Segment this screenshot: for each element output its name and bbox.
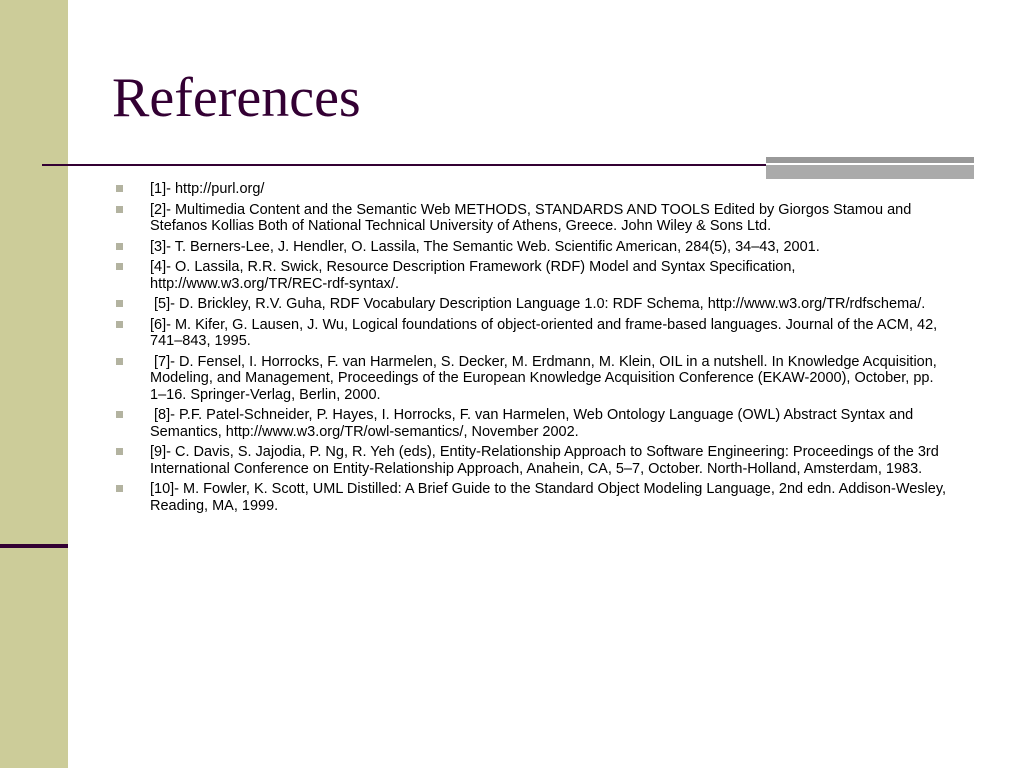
square-bullet-icon xyxy=(116,358,123,365)
title-accent-stripe xyxy=(766,157,974,179)
reference-text: [6]- M. Kifer, G. Lausen, J. Wu, Logical foundations of object-oriented and frame-based languages. Journal of the ACM, 42, 741–843, 1995. xyxy=(150,316,942,349)
square-bullet-icon xyxy=(116,185,123,192)
square-bullet-icon xyxy=(116,411,123,418)
reference-item xyxy=(112,354,952,404)
reference-text: [5]- D. Brickley, R.V. Guha, RDF Vocabulary Description Language 1.0: RDF Schema, http://www.w3.org/TR/rdfschema/. xyxy=(150,296,926,312)
slide-title: References xyxy=(112,67,361,129)
reference-item xyxy=(112,317,952,350)
reference-text: [8]- P.F. Patel-Schneider, P. Hayes, I. Horrocks, F. van Harmelen, Web Ontology Language (OWL) Abstract Syntax and Semantics, http://www.w3.org/TR/owl-semantics/, November 2002. xyxy=(150,407,918,440)
reference-item xyxy=(112,259,952,292)
reference-item xyxy=(112,239,952,256)
square-bullet-icon xyxy=(116,243,123,250)
reference-item xyxy=(112,481,952,514)
reference-text: [7]- D. Fensel, I. Horrocks, F. van Harmelen, S. Decker, M. Erdmann, M. Klein, OIL in a nutshell. In Knowledge Acquisition, Modeling, and Management, Proceedings of the European Knowledge Acquisition Conference (EKAW-2000), October, pp. 1–16. Springer-Verlag, Berlin, 2000. xyxy=(150,353,941,403)
square-bullet-icon xyxy=(116,485,123,492)
band-divider xyxy=(0,544,68,548)
reference-item xyxy=(112,202,952,235)
reference-item xyxy=(112,444,952,477)
reference-item xyxy=(112,181,952,198)
reference-list xyxy=(112,181,952,518)
reference-item xyxy=(112,296,952,313)
square-bullet-icon xyxy=(116,321,123,328)
reference-text: [3]- T. Berners-Lee, J. Hendler, O. Lassila, The Semantic Web. Scientific American, 284(5), 34–43, 2001. xyxy=(150,238,820,255)
reference-text: [2]- Multimedia Content and the Semantic Web METHODS, STANDARDS AND TOOLS Edited by Giorgos Stamou and Stefanos Kollias Both of National Technical University of Athens, Greece. John Wiley & Sons Ltd. xyxy=(150,201,916,234)
reference-text: [4]- O. Lassila, R.R. Swick, Resource Description Framework (RDF) Model and Syntax Specification, http://www.w3.org/TR/REC-rdf-syntax/. xyxy=(150,259,800,292)
square-bullet-icon xyxy=(116,448,123,455)
reference-text: [1]- http://purl.org/ xyxy=(150,181,265,197)
square-bullet-icon xyxy=(116,300,123,307)
square-bullet-icon xyxy=(116,206,123,213)
reference-text: [9]- C. Davis, S. Jajodia, P. Ng, R. Yeh (eds), Entity-Relationship Approach to Software Engineering: Proceedings of the 3rd International Conference on Entity-Relationship Approach, Anahein, CA, 5–7, October. North-Holland, Amsterdam, 1983. xyxy=(150,444,943,477)
left-decorative-band xyxy=(0,0,68,768)
reference-item xyxy=(112,407,952,440)
square-bullet-icon xyxy=(116,263,123,270)
reference-text: [10]- M. Fowler, K. Scott, UML Distilled: A Brief Guide to the Standard Object Modeling Language, 2nd edn. Addison-Wesley, Reading, MA, 1999. xyxy=(150,481,951,514)
